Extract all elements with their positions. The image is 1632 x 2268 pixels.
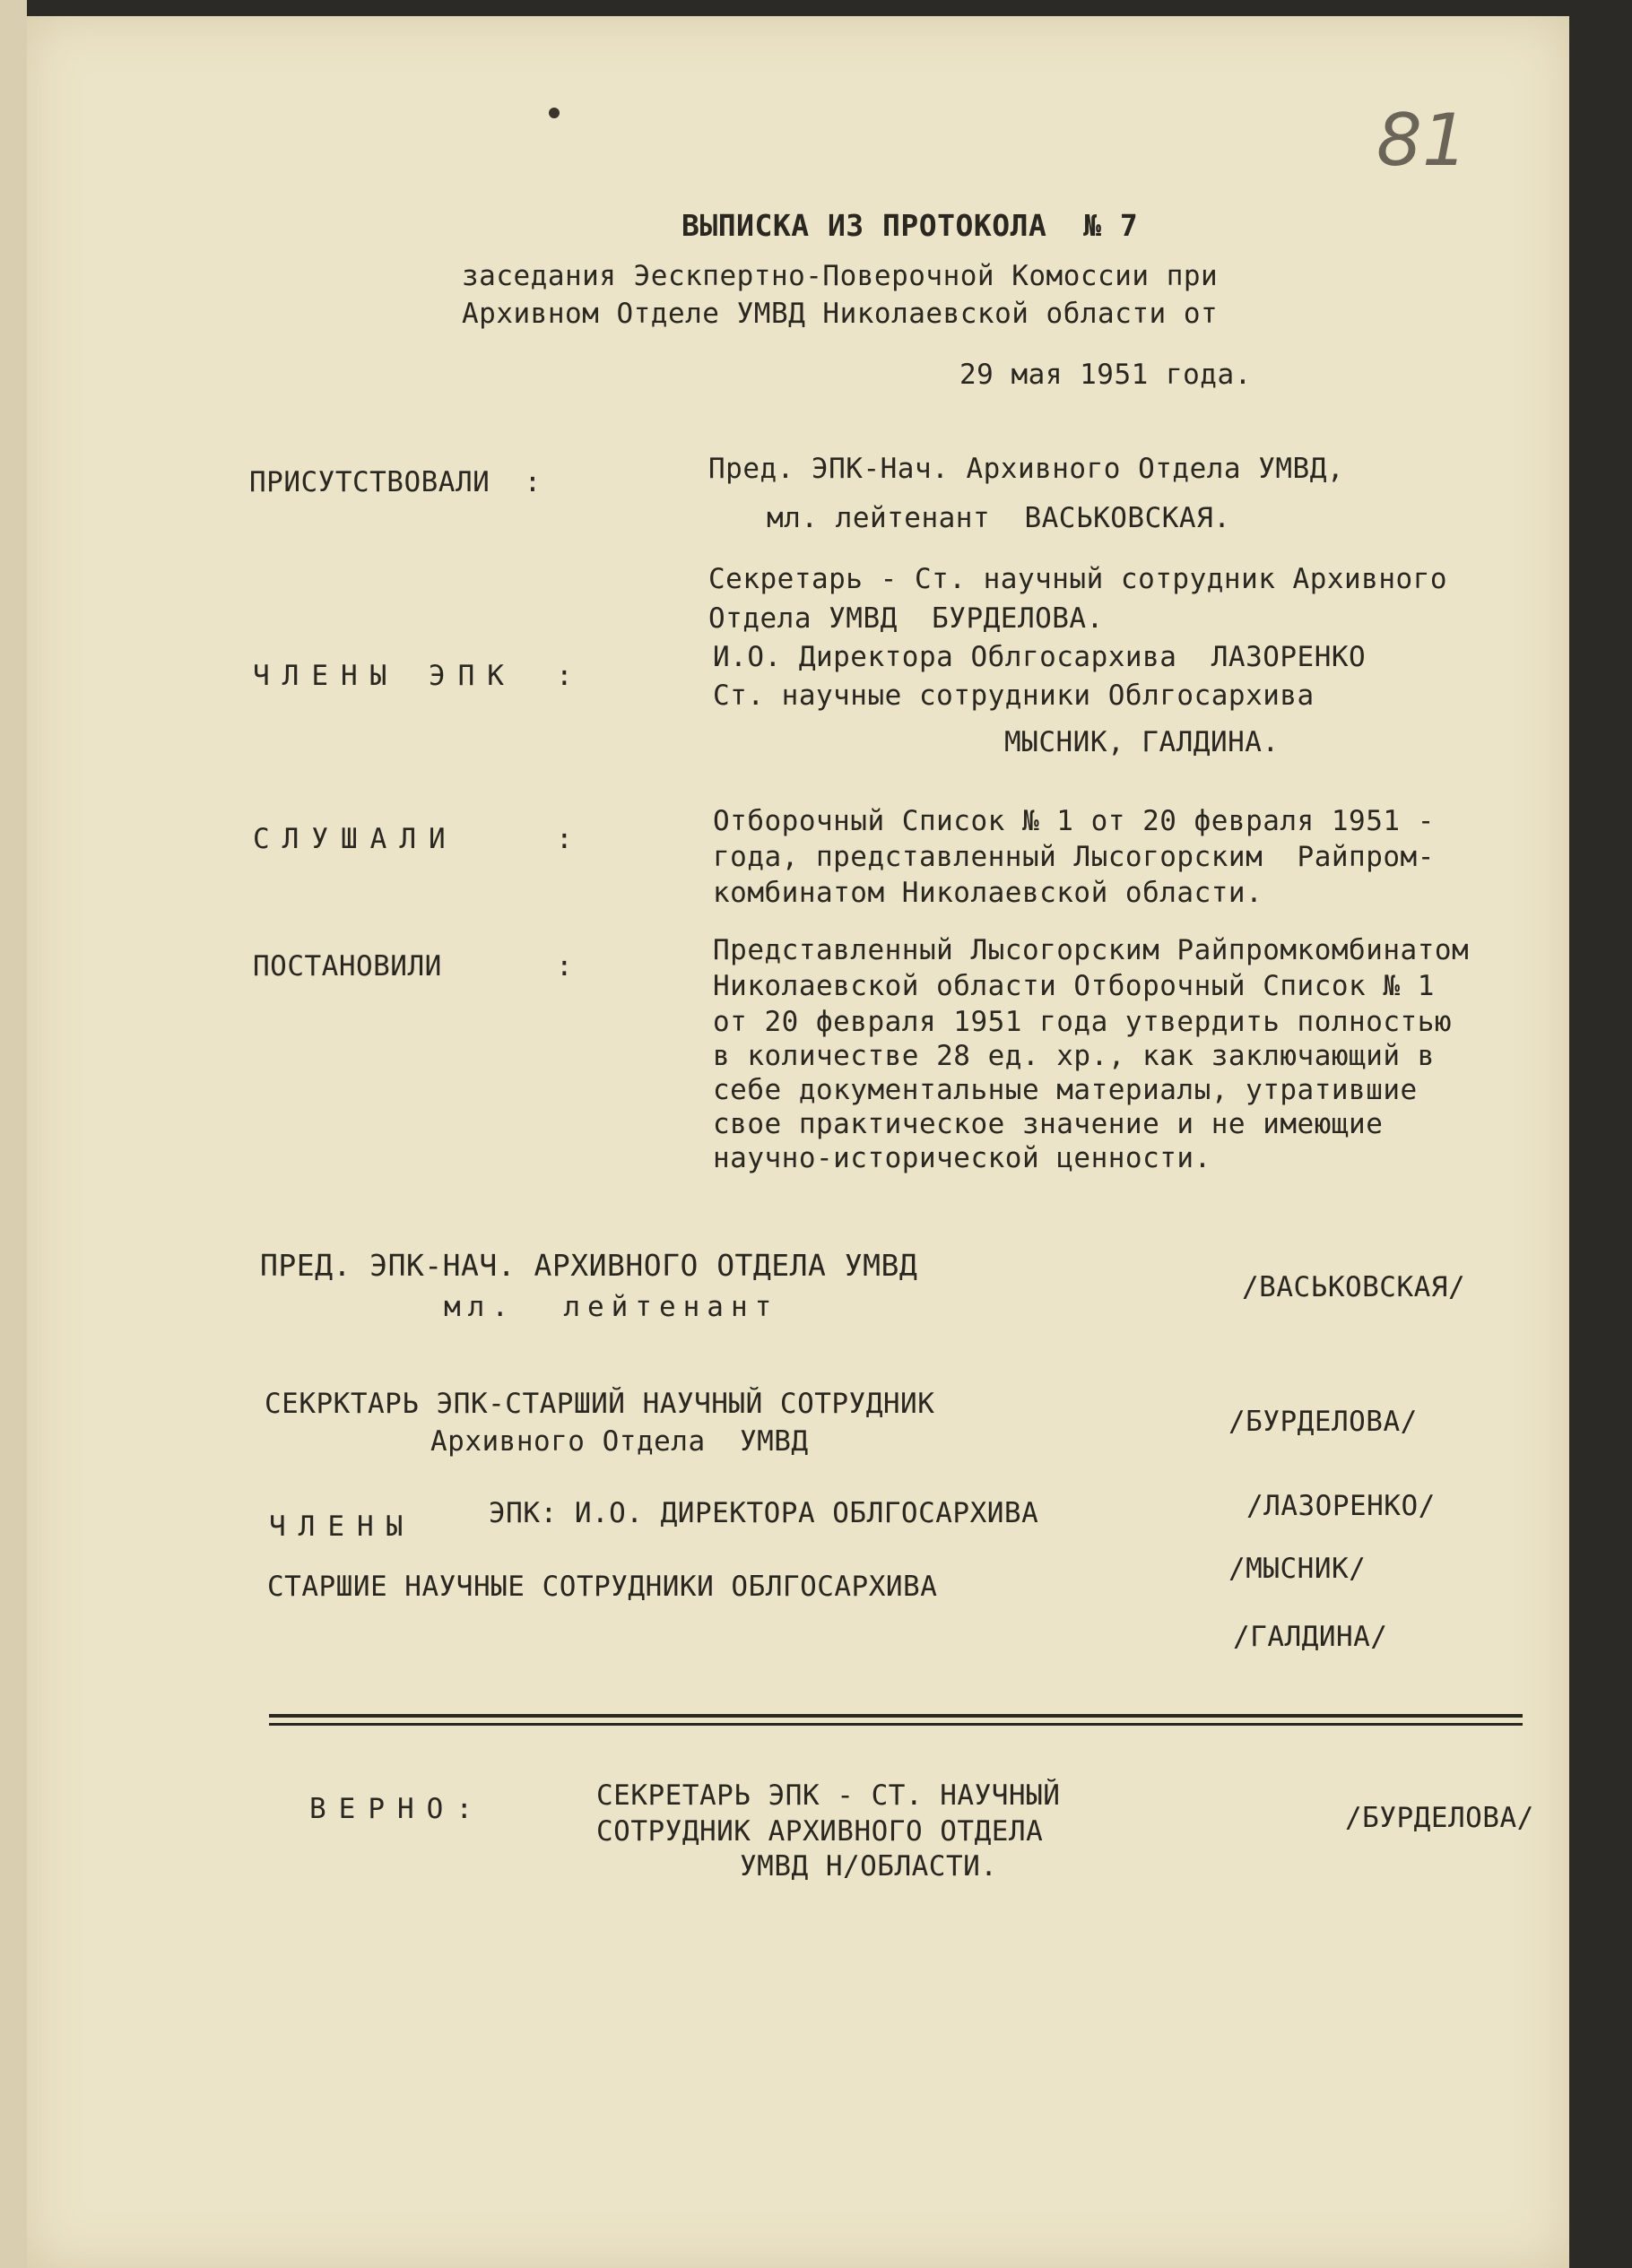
members-signature-3: /ГАЛДИНА/ [1233, 1621, 1388, 1653]
secretary-signature: /БУРДЕЛОВА/ [1228, 1406, 1418, 1438]
present-line-4: Отдела УМВД БУРДЕЛОВА. [708, 602, 1104, 635]
decided-colon: : [556, 950, 574, 983]
document-title: ВЫПИСКА ИЗ ПРОТОКОЛА № 7 [681, 208, 1139, 243]
chair-signature: /ВАСЬКОВСКАЯ/ [1242, 1271, 1466, 1303]
members-colon: : [556, 660, 574, 692]
separator-line-double [269, 1723, 1523, 1726]
heard-label: СЛУШАЛИ [253, 823, 458, 855]
certified-signature: /БУРДЕЛОВА/ [1345, 1802, 1534, 1834]
certified-line-2: СОТРУДНИК АРХИВНОГО ОТДЕЛА [596, 1815, 1044, 1848]
heard-colon: : [556, 823, 574, 855]
decided-line-1: Представленный Лысогорским Райпромкомбинатом [713, 934, 1470, 966]
decided-line-2: Николаевской области Отборочный Список № 1 [713, 970, 1435, 1002]
chair-title: ПРЕД. ЭПК-НАЧ. АРХИВНОГО ОТДЕЛА УМВД [260, 1248, 918, 1283]
certified-line-1: СЕКРЕТАРЬ ЭПК - СТ. НАУЧНЫЙ [596, 1779, 1061, 1812]
decided-line-5: себе документальные материалы, утратившие [713, 1074, 1418, 1106]
present-label: ПРИСУТСТВОВАЛИ : [249, 466, 542, 498]
members-label: ЧЛЕНЫ ЭПК [253, 660, 517, 692]
certified-line-3: УМВД Н/ОБЛАСТИ. [740, 1850, 998, 1883]
meeting-date: 29 мая 1951 года. [959, 359, 1252, 391]
punch-mark [549, 108, 560, 118]
members-sign-title: ЭПК: И.О. ДИРЕКТОРА ОБЛГОСАРХИВА [489, 1497, 1039, 1529]
members-sign-label: ЧЛЕНЫ [269, 1511, 416, 1543]
heard-line-2: года, представленный Лысогорским Райпром- [713, 841, 1435, 873]
members-line-3: МЫСНИК, ГАЛДИНА. [1004, 726, 1280, 758]
separator-line [269, 1714, 1523, 1718]
header-line-1: заседания Эескпертно-Поверочной Комоссии при [462, 260, 1219, 292]
decided-label: ПОСТАНОВИЛИ [253, 950, 442, 983]
heard-line-3: комбинатом Николаевской области. [713, 877, 1263, 909]
decided-line-4: в количестве 28 ед. хр., как заключающий в [713, 1040, 1435, 1072]
present-line-2: мл. лейтенант ВАСЬКОВСКАЯ. [767, 502, 1231, 534]
decided-line-7: научно-исторической ценности. [713, 1142, 1211, 1174]
heard-line-1: Отборочный Список № 1 от 20 февраля 1951 - [713, 805, 1435, 837]
secretary-department: Архивного Отдела УМВД [430, 1425, 809, 1458]
members-signature-2: /МЫСНИК/ [1228, 1553, 1367, 1585]
decided-line-6: свое практическое значение и не имеющие [713, 1108, 1384, 1140]
secretary-title: СЕКРКТАРЬ ЭПК-СТАРШИЙ НАУЧНЫЙ СОТРУДНИК [265, 1388, 935, 1420]
present-line-3: Секретарь - Ст. научный сотрудник Архивного [708, 563, 1448, 595]
members-line-1: И.О. Директора Облгосархива ЛАЗОРЕНКО [713, 641, 1367, 673]
members-line-2: Ст. научные сотрудники Облгосархива [713, 680, 1315, 712]
certified-label: ВЕРНО: [309, 1793, 485, 1825]
page-number-handwritten: 81 [1376, 99, 1468, 182]
header-line-2: Архивном Отделе УМВД Николаевской области от [462, 298, 1219, 330]
chair-rank: мл. лейтенант [444, 1291, 779, 1323]
senior-staff-title: СТАРШИЕ НАУЧНЫЕ СОТРУДНИКИ ОБЛГОСАРХИВА [267, 1571, 938, 1603]
decided-line-3: от 20 февраля 1951 года утвердить полностью [713, 1006, 1453, 1038]
members-signature-1: /ЛАЗОРЕНКО/ [1246, 1490, 1436, 1522]
page-edge [0, 0, 27, 2268]
present-line-1: Пред. ЭПК-Нач. Архивного Отдела УМВД, [708, 453, 1345, 485]
